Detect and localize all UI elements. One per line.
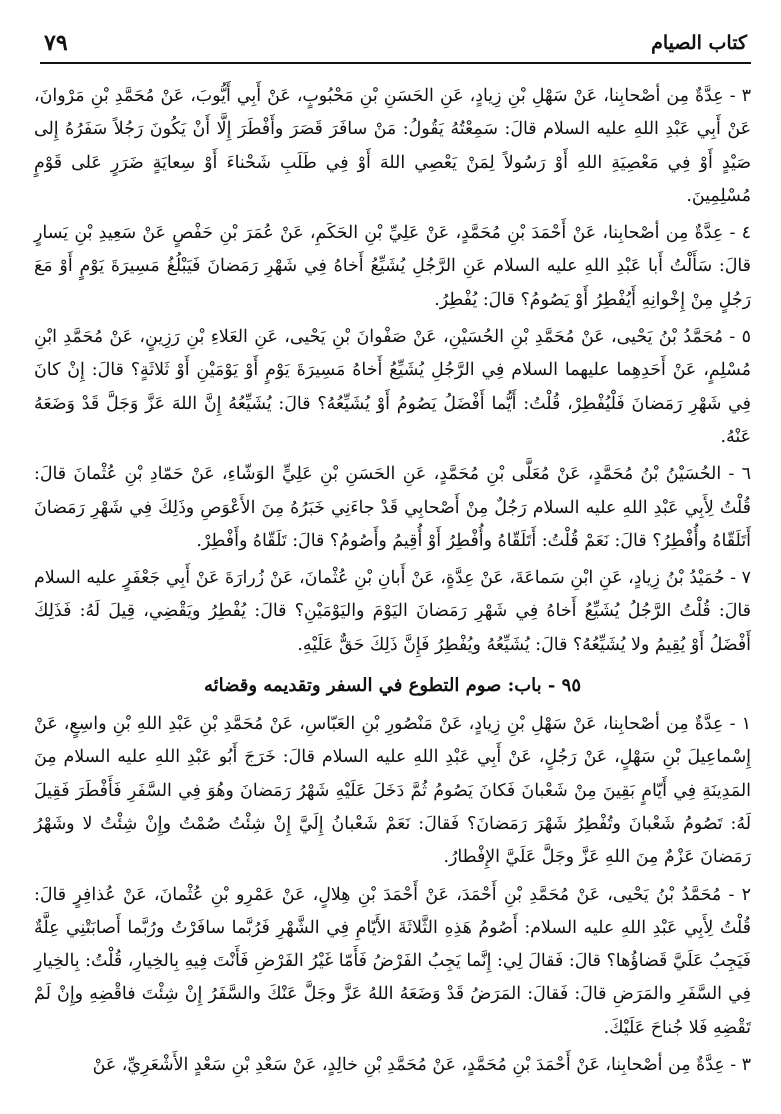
section-heading: ٩٥ - باب: صوم التطوع في السفر وتقديمه وقضائه — [203, 675, 582, 697]
chapter-title: كتاب الصيام — [651, 32, 747, 54]
hadith-paragraph: ٣ - عِدَّةٌ مِن أصْحابِنا، عَنْ سَهْلِ بْنِ زِيادٍ، عَنِ الحَسَنِ بْنِ مَحْبُوبٍ، عَنْ أَبِي أَيُّوبَ، عَنْ مُحَمَّدِ بْنِ مَرْوانَ، عَنْ أَبِي عَبْدِ اللهِ عليه السلام قالَ: سَمِعْتُهُ يَقُولُ: مَنْ سافَرَ قَصَرَ وأَفْطَرَ إِلَّا أَنْ يَكُونَ رَجُلاً سَفَرُهُ إِلى صَيْدٍ أَوْ فِي مَعْصِيَةِ اللهِ أَوْ رَسُولاً لِمَنْ يَعْصِي اللهَ أَوْ فِي طَلَبِ شَحْناءَ أَوْ سِعايَةٍ ضَرَرٍ عَلى قَوْمٍ مُسْلِمِينَ. — [34, 86, 751, 206]
hadith-paragraph: ٧ - حُمَيْدُ بْنُ زِيادٍ، عَنِ ابْنِ سَماعَةَ، عَنْ عِدَّةٍ، عَنْ أَبانِ بْنِ عُثْمانَ، عَنْ زُرارَةَ عَنْ أَبِي جَعْفَرٍ عليه السلام قالَ: قُلْتُ الرَّجُلُ يُشَيِّعُ أَخاهُ فِي شَهْرِ رَمَضانَ اليَوْمَ واليَوْمَيْنِ؟ قالَ: يُفْطِرُ ويَقْضِي، قِيلَ لَهُ: فَذَلِكَ أَفْضَلُ أَوْ يُقِيمُ ولا يُشَيِّعُهُ؟ قالَ: يُشَيِّعُهُ ويُفْطِرُ فَإِنَّ ذَلِكَ حَقٌّ عَلَيْهِ. — [34, 568, 751, 655]
page-number: ٧٩ — [44, 30, 68, 56]
hadith-paragraph: ٦ - الحُسَيْنُ بْنُ مُحَمَّدٍ، عَنْ مُعَلَّى بْنِ مُحَمَّدٍ، عَنِ الحَسَنِ بْنِ عَلِيٍّ الوَشّاءِ، عَنْ حَمّادِ بْنِ عُثْمانَ قالَ: قُلْتُ لِأَبِي عَبْدِ اللهِ عليه السلام رَجُلٌ مِنْ أَصْحابِي قَدْ جاءَنِي خَبَرُهُ مِنَ الأَعْوَصِ وذَلِكَ فِي شَهْرِ رَمَضانَ أَتَلَقّاهُ وأُفْطِرُ؟ قالَ: نَعَمْ قُلْتُ: أَتَلَقّاهُ وأُفْطِرُ أَوْ أُقِيمُ وأَصُومُ؟ قالَ: تَلَقّاهُ وأَفْطِرْ. — [34, 464, 751, 551]
hadith-paragraph: ٥ - مُحَمَّدُ بْنُ يَحْيى، عَنْ مُحَمَّدِ بْنِ الحُسَيْنِ، عَنْ صَفْوانَ بْنِ يَحْيى، عَنِ العَلاءِ بْنِ رَزِينٍ، عَنْ مُحَمَّدِ ابْنِ مُسْلِمٍ، عَنْ أَحَدِهِما عليهما السلام فِي الرَّجُلِ يُشَيِّعُ أَخاهُ مَسِيرَةَ يَوْمٍ أَوْ يَوْمَيْنِ أَوْ ثَلاثَةٍ؟ قالَ: إِنْ كانَ فِي شَهْرِ رَمَضانَ فَلْيُفْطِرْ، قُلْتُ: أَيُّما أَفْضَلُ يَصُومُ أَوْ يُشَيِّعُهُ؟ قالَ: يُشَيِّعُهُ إِنَّ اللهَ عَزَّ وَجَلَّ قَدْ وَضَعَهُ عَنْهُ. — [34, 327, 751, 447]
hadith-paragraph: ٢ - مُحَمَّدُ بْنُ يَحْيى، عَنْ مُحَمَّدِ بْنِ أَحْمَدَ، عَنْ أَحْمَدَ بْنِ هِلالٍ، عَنْ عَمْرِو بْنِ عُثْمانَ، عَنْ عُذافِرٍ قالَ: قُلْتُ لِأَبِي عَبْدِ اللهِ عليه السلام: أَصُومُ هَذِهِ الثَّلاثَةَ الأَيّامِ فِي الشَّهْرِ فَرُبَّما سافَرْتُ ورُبَّما أَصابَتْنِي عِلَّةٌ فَيَجِبُ عَلَيَّ قَضاؤُها؟ قالَ: فَقالَ لِي: إِنَّما يَجِبُ الفَرْضُ فَأَمّا غَيْرُ الفَرْضِ فَأَنْتَ فِيهِ بِالخِيارِ، قُلْتُ: بِالخِيارِ فِي السَّفَرِ والمَرَضِ قالَ: فَقالَ: المَرَضُ قَدْ وَضَعَهُ اللهُ عَزَّ وجَلَّ عَنْكَ والسَّفَرُ إِنْ شِئْتَ فاقْضِهِ وإِنْ لَمْ تَقْضِهِ فَلا جُناحَ عَلَيْكَ. — [34, 884, 751, 1038]
hadith-paragraph: ٣ - عِدَّةٌ مِن أصْحابِنا، عَنْ أَحْمَدَ بْنِ مُحَمَّدٍ، عَنْ مُحَمَّدِ بْنِ خالِدٍ، عَنْ سَعْدِ بْنِ سَعْدٍ الأَشْعَرِيِّ، عَنْ — [92, 1055, 751, 1076]
page-body — [34, 80, 751, 1086]
hadith-paragraph: ١ - عِدَّةٌ مِن أصْحابِنا، عَنْ سَهْلِ بْنِ زِيادٍ، عَنْ مَنْصُورِ بْنِ العَبّاسِ، عَنْ مُحَمَّدِ بْنِ عَبْدِ اللهِ بْنِ واسِعٍ، عَنْ إِسْماعِيلَ بْنِ سَهْلٍ، عَنْ رَجُلٍ، عَنْ أَبِي عَبْدِ اللهِ عليه السلام قالَ: خَرَجَ أَبُو عَبْدِ اللهِ عليه السلام مِنَ المَدِينَةِ فِي أَيّامٍ بَقِينَ مِنْ شَعْبانَ فَكانَ يَصُومُ ثُمَّ دَخَلَ عَلَيْهِ شَهْرُ رَمَضانَ وهُوَ فِي السَّفَرِ فَأَفْطَرَ فَقِيلَ لَهُ: تَصُومُ شَعْبانَ وتُفْطِرُ شَهْرَ رَمَضانَ؟ فَقالَ: نَعَمْ شَعْبانُ إِلَيَّ إِنْ شِئْتُ صُمْتُ وإِنْ شِئْتُ لا وشَهْرُ رَمَضانَ عَزْمٌ مِنَ اللهِ عَزَّ وجَلَّ عَلَيَّ الإِفْطارُ. — [34, 714, 751, 868]
page-header — [40, 22, 751, 64]
hadith-paragraph: ٤ - عِدَّةٌ مِن أصْحابِنا، عَنْ أَحْمَدَ بْنِ مُحَمَّدٍ، عَنْ عَلِيِّ بْنِ الحَكَمِ، عَنْ عُمَرَ بْنِ حَفْصٍ عَنْ سَعِيدِ بْنِ يَسارٍ قالَ: سَأَلْتُ أَبا عَبْدِ اللهِ عليه السلام عَنِ الرَّجُلِ يُشَيِّعُ أَخاهُ فِي شَهْرِ رَمَضانَ فَيَبْلُغُ مَسِيرَةَ يَوْمٍ أَوْ مَعَ رَجُلٍ مِنْ إِخْوانِهِ أَيُفْطِرُ أَوْ يَصُومُ؟ قالَ: يُفْطِرُ. — [34, 223, 751, 310]
